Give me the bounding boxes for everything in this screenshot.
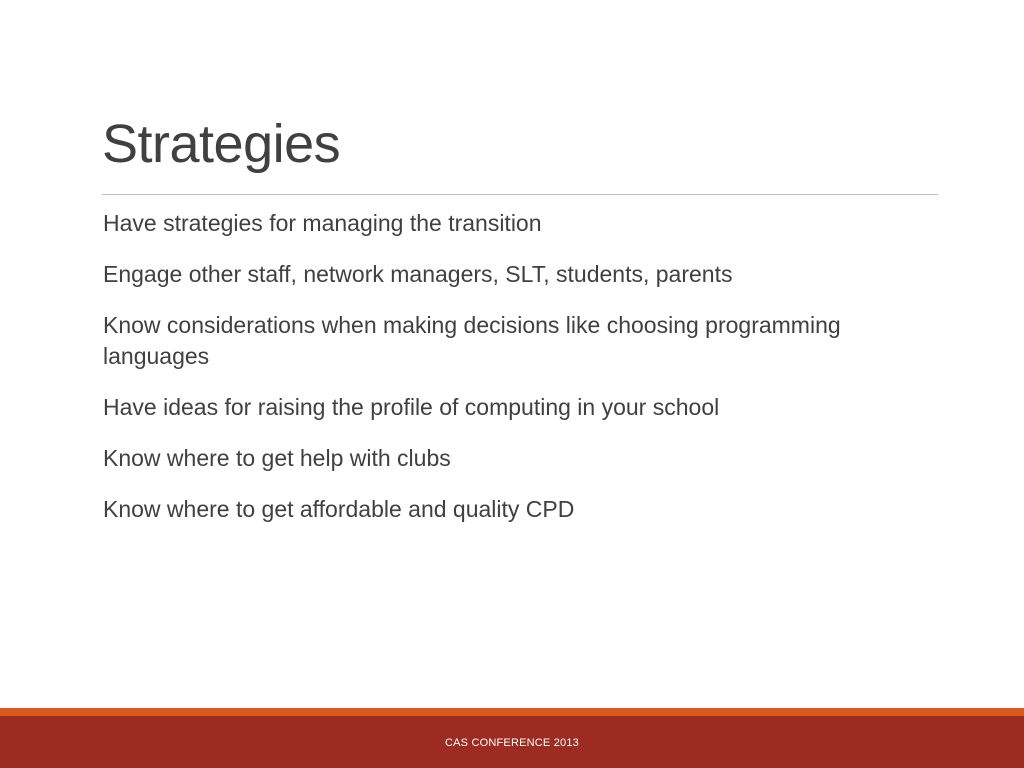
bullet-item: Know where to get help with clubs: [103, 445, 451, 471]
bullet-list: [103, 208, 953, 545]
footer-text: CAS CONFERENCE 2013: [444, 737, 579, 749]
footer-accent-stripe: [0, 708, 1024, 716]
bullet-item: Know where to get affordable and quality CPD: [103, 496, 575, 522]
bullet-item: Have ideas for raising the profile of computing in your school: [103, 394, 720, 420]
bullet-item: Engage other staff, network managers, SLT, students, parents: [103, 261, 733, 287]
title-divider: [102, 194, 938, 195]
bullet-item: Know considerations when making decisions like choosing programming languages: [103, 312, 841, 369]
bullet-item: Have strategies for managing the transition: [103, 210, 542, 236]
slide-title: Strategies: [102, 114, 341, 174]
